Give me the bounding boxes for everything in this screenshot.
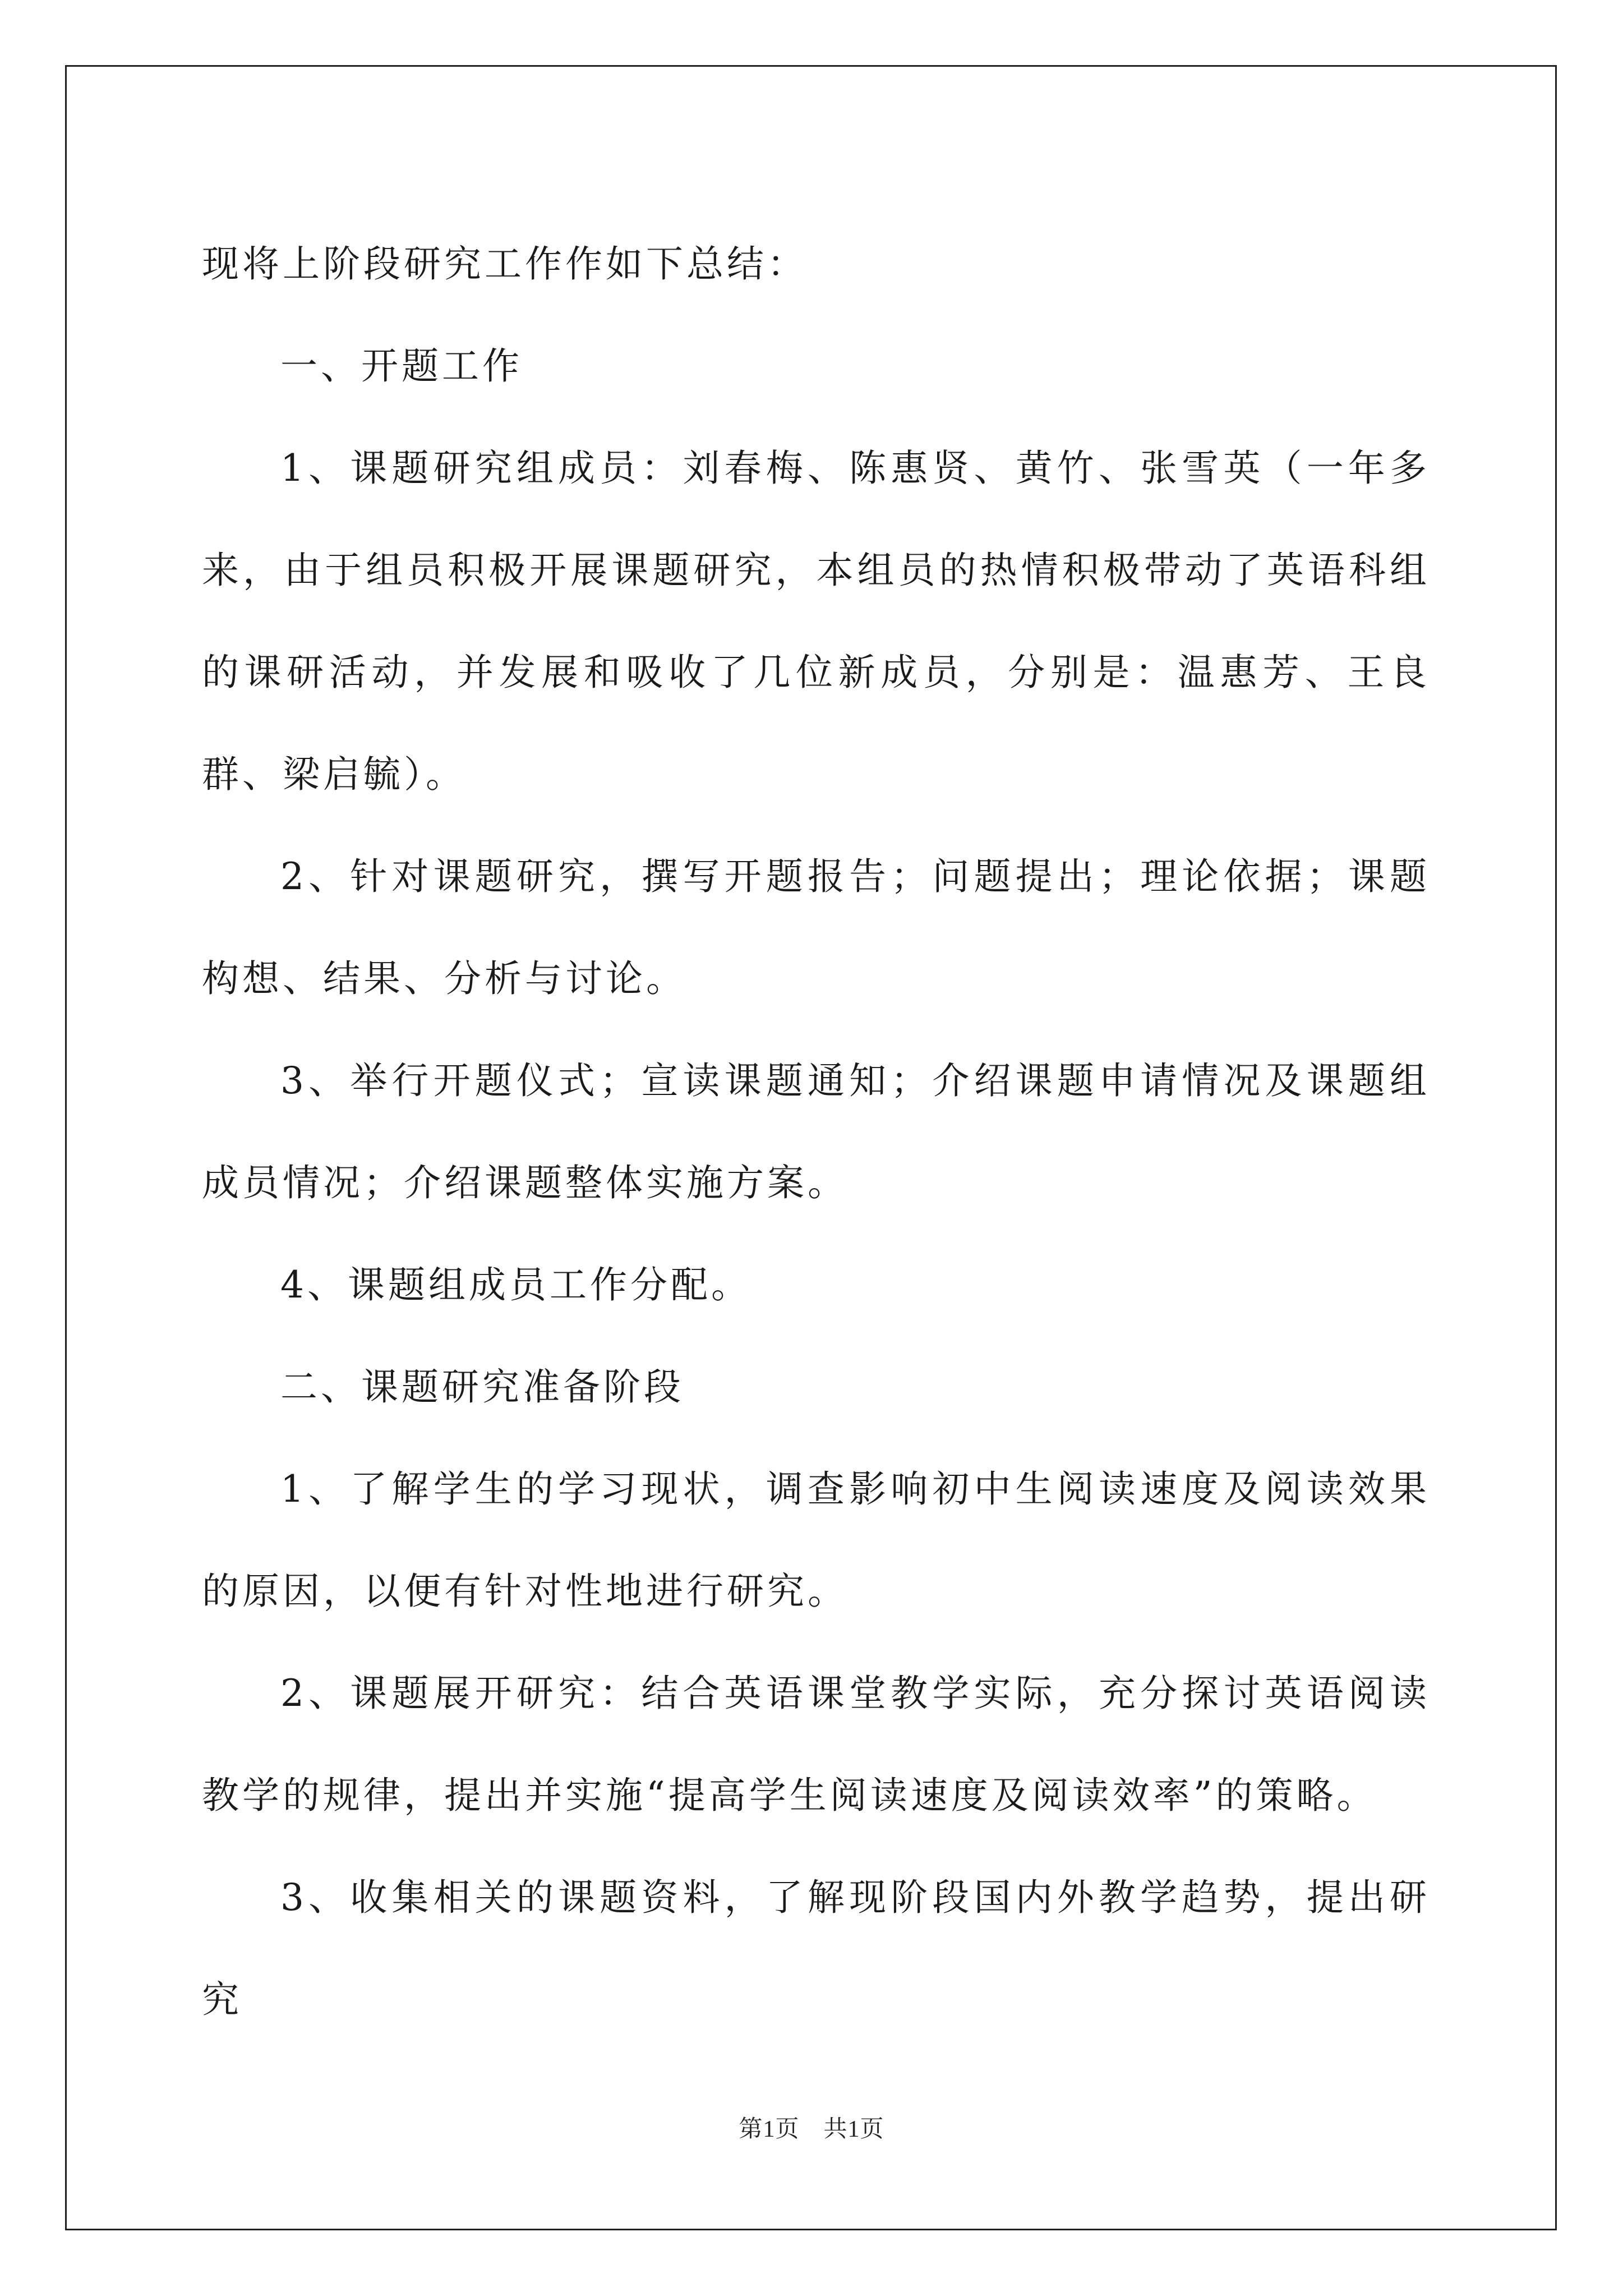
- paragraph: 3、举行开题仪式；宣读课题通知；介绍课题申请情况及课题组成员情况；介绍课题整体实施方案。: [202, 1059, 1430, 1204]
- paragraph: 4、课题组成员工作分配。: [280, 1263, 751, 1306]
- paragraph: 3、收集相关的课题资料，了解现阶段国内外教学趋势，提出研究: [202, 1876, 1430, 2021]
- section-heading: 一、开题工作: [280, 344, 523, 388]
- page-number: 第1页 共1页: [739, 2116, 884, 2142]
- paragraph: 1、了解学生的学习现状，调查影响初中生阅读速度及阅读效果的原因，以便有针对性地进行研究。: [202, 1467, 1430, 1613]
- document-body: [202, 213, 1430, 2051]
- paragraph: 1、课题研究组成员：刘春梅、陈惠贤、黄竹、张雪英（一年多来，由于组员积极开展课题研究，本组员的热情积极带动了英语科组的课研活动，并发展和吸收了几位新成员，分别是：温惠芳、王良群、梁启毓）。: [202, 447, 1430, 796]
- section-heading: 二、课题研究准备阶段: [280, 1365, 684, 1409]
- paragraph: 2、针对课题研究，撰写开题报告；问题提出；理论依据；课题构想、结果、分析与讨论。: [202, 855, 1430, 1000]
- paragraph: 现将上阶段研究工作作如下总结：: [202, 242, 808, 286]
- paragraph: 2、课题展开研究：结合英语课堂教学实际，充分探讨英语阅读教学的规律，提出并实施“提高学生阅读速度及阅读效率”的策略。: [202, 1672, 1430, 1817]
